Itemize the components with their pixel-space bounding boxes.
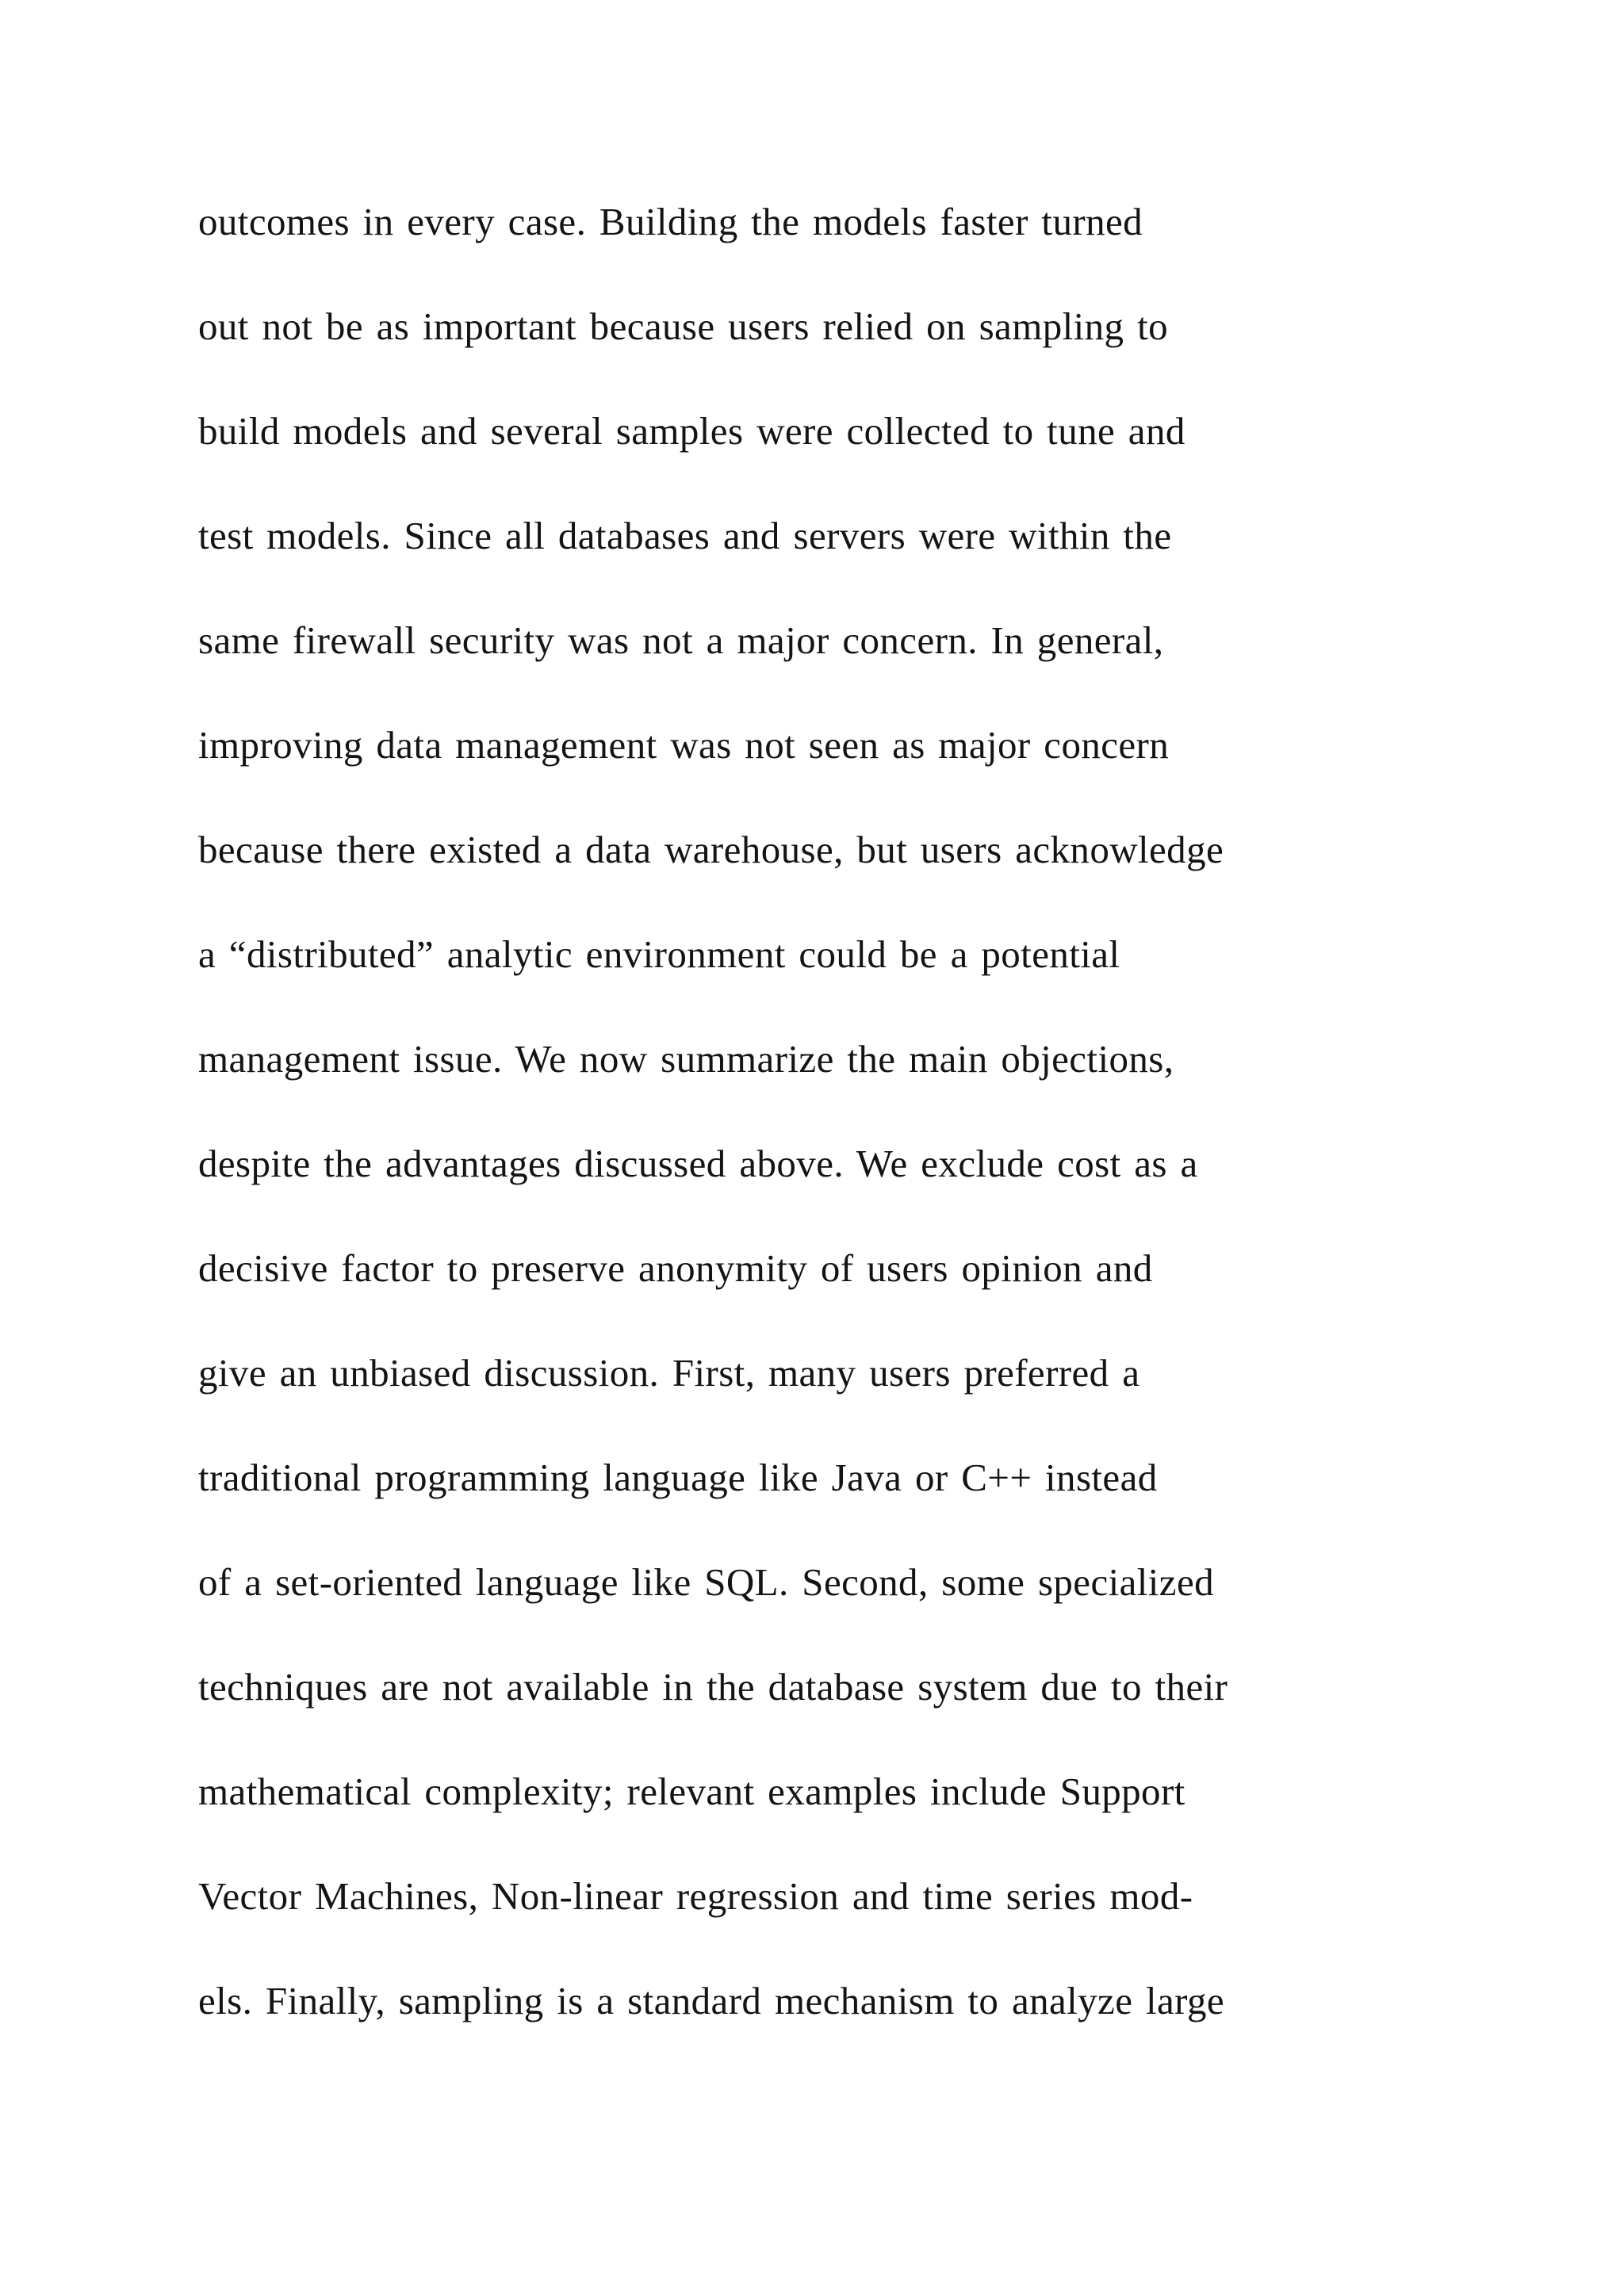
text-line: test models. Since all databases and servers were within the: [198, 514, 1172, 557]
text-line: decisive factor to preserve anonymity of users opinion and: [198, 1246, 1153, 1290]
text-line: because there existed a data warehouse, but users acknowledge: [198, 828, 1224, 871]
text-line: improving data management was not seen as major concern: [198, 723, 1170, 767]
text-line: outcomes in every case. Building the models faster turned: [198, 200, 1143, 243]
text-line: despite the advantages discussed above. We exclude cost as a: [198, 1142, 1198, 1185]
text-line: a “distributed” analytic environment could be a potential: [198, 932, 1120, 976]
text-line: same firewall security was not a major concern. In general,: [198, 618, 1164, 662]
text-line: management issue. We now summarize the main objections,: [198, 1037, 1174, 1081]
text-line: traditional programming language like Java or C++ instead: [198, 1456, 1158, 1499]
text-line: out not be as important because users relied on sampling to: [198, 304, 1168, 348]
text-line: Vector Machines, Non-linear regression and time series mod-: [198, 1874, 1193, 1918]
text-line: of a set-oriented language like SQL. Second, some specialized: [198, 1560, 1214, 1604]
text-line: give an unbiased discussion. First, many users preferred a: [198, 1351, 1140, 1395]
body-paragraph: [198, 190, 1435, 2074]
text-line: mathematical complexity; relevant examples include Support: [198, 1770, 1185, 1813]
text-line: techniques are not available in the database system due to their: [198, 1665, 1228, 1709]
text-line: build models and several samples were collected to tune and: [198, 409, 1185, 453]
text-line: els. Finally, sampling is a standard mechanism to analyze large: [198, 1979, 1225, 2022]
